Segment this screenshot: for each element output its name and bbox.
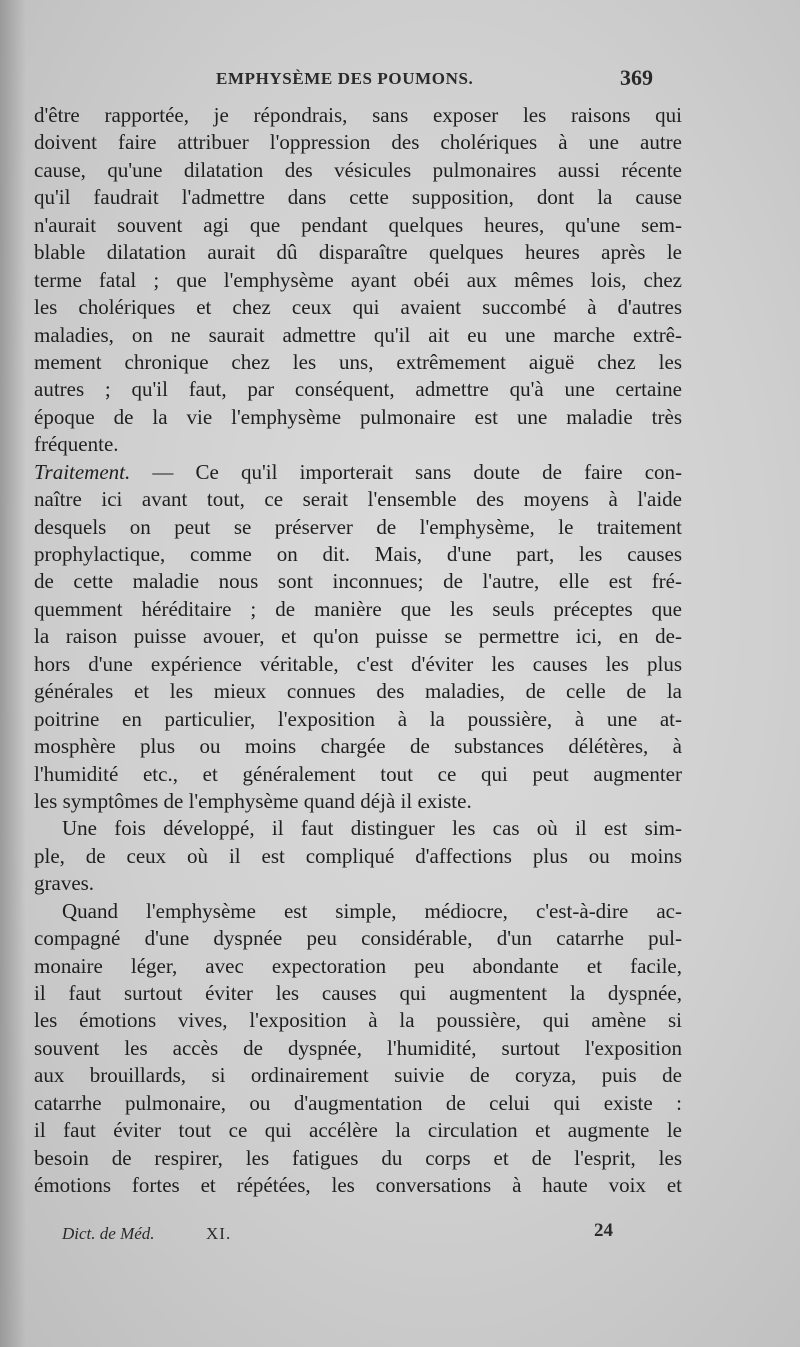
text-line: il faut éviter tout ce qui accélère la circulation et augmente le [34, 1118, 682, 1143]
text-line: graves. [34, 871, 95, 896]
text-line: n'aurait souvent agi que pendant quelques heures, qu'une sem- [34, 212, 682, 237]
page-number: 369 [620, 65, 653, 90]
text-line: maladies, on ne saurait admettre qu'il ait eu une marche extrê- [34, 322, 682, 347]
text-line: ple, de ceux où il est compliqué d'affections plus ou moins [34, 843, 682, 868]
text-line: blable dilatation aurait dû disparaître quelques heures après le [34, 240, 682, 265]
text-line: poitrine en particulier, l'exposition à la poussière, à une at- [34, 706, 682, 731]
text-line: doivent faire attribuer l'oppression des cholériques à une autre [34, 130, 682, 155]
page-header [0, 63, 800, 99]
text-line: monaire léger, avec expectoration peu abondante et facile, [34, 953, 682, 978]
text-line: de cette maladie nous sont inconnues; de l'autre, elle est fré- [34, 569, 682, 594]
page-body [34, 102, 682, 1200]
footer-signature: 24 [594, 1220, 613, 1241]
text-line: il faut surtout éviter les causes qui augmentent la dyspnée, [34, 981, 682, 1005]
text-line: l'humidité etc., et généralement tout ce qui peut augmenter [34, 761, 682, 786]
running-title: EMPHYSÈME DES POUMONS. [216, 69, 474, 88]
footer-volume: XI. [206, 1224, 232, 1243]
footer-abbrev: Dict. de Méd. [62, 1224, 155, 1243]
text-line: mement chronique chez les uns, extrêmement aiguë chez les [34, 349, 682, 374]
binding-shadow [0, 0, 26, 1347]
text-line: terme fatal ; que l'emphysème ayant obéi aux mêmes lois, chez [34, 267, 682, 292]
text-line-section-start [34, 459, 682, 486]
text-line: générales et les mieux connues des maladies, de celle de la [34, 679, 682, 704]
text-line: naître ici avant tout, ce serait l'ensemble des moyens à l'aide [34, 487, 682, 512]
text-line: compagné d'une dyspnée peu considérable, d'un catarrhe pul- [34, 926, 682, 951]
text-line: aux brouillards, si ordinairement suivie de coryza, puis de [34, 1063, 682, 1088]
text-line: cause, qu'une dilatation des vésicules pulmonaires aussi récente [34, 157, 682, 182]
text-line: les cholériques et chez ceux qui avaient succombé à d'autres [34, 295, 682, 320]
text-line: Quand l'emphysème est simple, médiocre, c'est-à-dire ac- [62, 898, 682, 923]
page-footer [0, 1220, 800, 1250]
text-line: d'être rapportée, je répondrais, sans exposer les raisons qui [34, 103, 682, 127]
text-line: catarrhe pulmonaire, ou d'augmentation de celui qui existe : [34, 1090, 682, 1115]
text-line: fréquente. [34, 432, 119, 457]
text-line: souvent les accès de dyspnée, l'humidité, surtout l'exposition [34, 1035, 682, 1060]
text-line: autres ; qu'il faut, par conséquent, admettre qu'à une certaine [34, 377, 682, 402]
text-line: besoin de respirer, les fatigues du corps et de l'esprit, les [34, 1145, 682, 1170]
text-line: les symptômes de l'emphysème quand déjà il existe. [34, 788, 472, 813]
text-line: qu'il faudrait l'admettre dans cette supposition, dont la cause [34, 185, 682, 210]
text-line: quemment héréditaire ; de manière que les seuls préceptes que [34, 596, 682, 621]
text-line: mosphère plus ou moins chargée de substances délétères, à [34, 734, 682, 759]
text-line: la raison puisse avouer, et qu'on puisse se permettre ici, en de- [34, 624, 682, 649]
text-line-rest: — Ce qu'il importerait sans doute de faire con- [152, 459, 683, 484]
text-line: prophylactique, comme on dit. Mais, d'une part, les causes [34, 542, 682, 566]
section-heading: Traitement. [34, 459, 131, 484]
text-line: époque de la vie l'emphysème pulmonaire est une maladie très [34, 404, 682, 429]
text-line: desquels on peut se préserver de l'emphysème, le traitement [34, 514, 682, 539]
text-line: les émotions vives, l'exposition à la poussière, qui amène si [34, 1008, 682, 1033]
text-line: hors d'une expérience véritable, c'est d'éviter les causes les plus [34, 651, 682, 676]
text-line: émotions fortes et répétées, les conversations à haute voix et [34, 1173, 682, 1198]
text-line: Une fois développé, il faut distinguer les cas où il est sim- [62, 816, 682, 841]
